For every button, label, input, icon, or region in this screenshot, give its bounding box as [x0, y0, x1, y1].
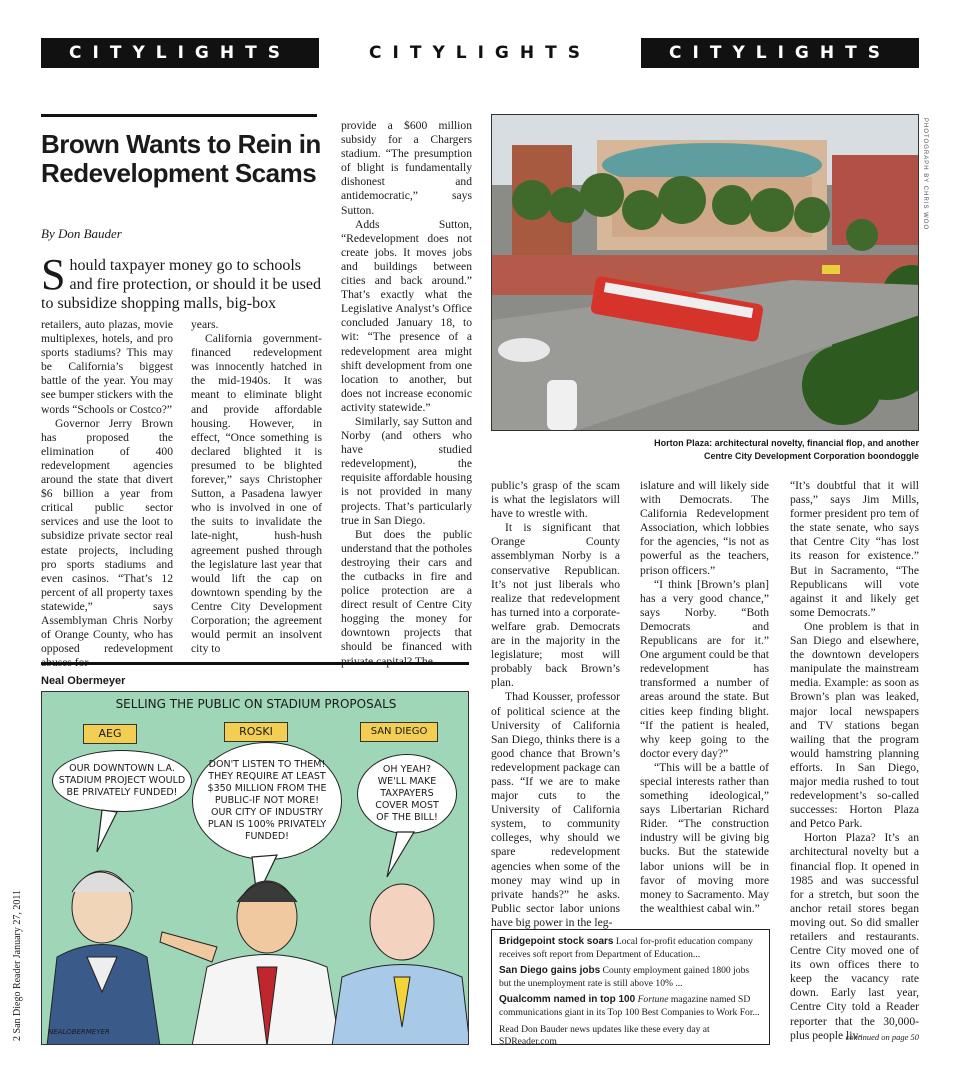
cartoon-label-san-diego: SAN DIEGO [360, 722, 438, 742]
speech-bubble-aeg: OUR DOWNTOWN L.A. STADIUM PROJECT WOULD BE PRIVATELY FUNDED! [52, 750, 192, 812]
news-body-italic: Fortune [637, 994, 669, 1006]
article-lede [41, 250, 325, 313]
banner-right: CITYLIGHTS [641, 38, 919, 68]
paragraph: public’s grasp of the scam is what the legislators will have to wrestle with. [491, 479, 620, 521]
paragraph: “This will be a battle of special interests rather than something ideological,” says Libertarian Richard Rider. “The construction industry will be giving big bucks. But the statewide labor unions will be in favor of moving more money to Sacramento. May the wealthiest cabal win.” [640, 760, 769, 915]
paragraph: islature and will likely side with Democrats. The California Redevelopment Association, which lobbies for the agencies, “is not as powerful as the teachers, prison officers.” [640, 479, 769, 577]
article-column-1 [41, 318, 173, 670]
drop-cap: S [41, 250, 66, 299]
page-folio: 2 San Diego Reader January 27, 2011 [12, 890, 23, 1041]
paragraph: California government-financed redevelopment was innocently hatched in the mid-1940s. It was meant to eliminate blight and provide affordable housing. However, in effect, “Once something is declared blighted it is presumed to be blighted forever,” says Christopher Sutton, a Pasadena lawyer who is involved in one of the suits to invalidate the late-night, hush-hush agreement pushed through the legislature last year that would lift the cap on downtown spending by the Centre City Development Corporation; the agreement would permit an insolvent city to [191, 332, 322, 656]
news-headline: Qualcomm named in top 100 [499, 994, 636, 1006]
caption-line-1: Horton Plaza: architectural novelty, financial flop, and another [654, 438, 919, 448]
article-column-4 [491, 479, 620, 930]
horton-plaza-photo [491, 114, 919, 431]
article-column-3 [341, 119, 472, 669]
speech-bubble-roski: DON'T LISTEN TO THEM! THEY REQUIRE AT LEAST $350 MILLION FROM THE PUBLIC-IF NOT MORE! OUR CITY OF INDUSTRY PLAN IS 100% PRIVATELY FUNDED! [192, 742, 342, 860]
speech-bubble-san-diego: OH YEAH? WE'LL MAKE TAXPAYERS COVER MOST OF THE BILL! [357, 754, 457, 834]
paragraph: But does the public understand that the potholes destroying their cars and the cutbacks in fire and police protection are a direct result of Centre City hogging the money for downtown projects that should be financed with [341, 527, 472, 654]
cartoon-label-roski: ROSKI [224, 722, 288, 742]
cartoon-rule [41, 662, 469, 665]
banner-left: CITYLIGHTS [41, 38, 319, 68]
banner-center: CITYLIGHTS [340, 38, 620, 68]
paragraph: Adds Sutton, “Redevelopment does not create jobs. It moves jobs and buildings between cities and back around.” That’s exactly what the Legislative Analyst’s Office concluded January 18, to wit: “The presence of a redevelopment area might shift development from one location to another, but does not increase economic activity statewide.” [341, 217, 472, 414]
paragraph: Thad Kousser, professor of political science at the University of California San Diego, thinks there is a good chance that Brown’s redevelopment package can pass. “If we are to make major cuts to the University of California system, to community colleges, why should we spare redevelopment agencies when some of the money may wind up in private hands?” he asks. Public sector labor unions have big power in the leg- [491, 690, 620, 929]
news-item [499, 994, 762, 1019]
news-footer[interactable]: Read Don Bauder news updates like these every day at SDReader.com [499, 1023, 710, 1048]
paragraph: Similarly, say Sutton and Norby (and others who have studied redevelopment), the requisite affordable housing is not provided in many projects. That’s particularly true in San Diego. [341, 414, 472, 527]
paragraph: provide a $600 million subsidy for a Chargers stadium. “The presumption of blight is fundamentally dishonest and antidemocratic,” says Sutton. [341, 119, 472, 217]
article-byline: By Don Bauder [41, 226, 122, 241]
paragraph: One problem is that in San Diego and elsewhere, the downtown developers manipulate the mainstream media. Example: as soon as Brown’s plan was leaked, major local newspapers and TV stations began wailing that the program would hamstring planning efforts. In San Diego, major media rushed to tout redevelopment’s so-called successes: Horton Plaza and Petco Park. [790, 619, 919, 831]
news-body: magazine named SD communications giant in its Top 100 Best Companies to Work For... [499, 994, 760, 1018]
news-item [499, 936, 762, 961]
paragraph: “It’s doubtful that it will pass,” says Jim Mills, former president pro tem of the state senate, who says that Centre City “has lost its reason for existence.” But in Sacramento, “The Republicans will vote against it and likely get some Democrats.” [790, 479, 919, 619]
cartoon-artist: Neal Obermeyer [41, 675, 126, 687]
news-headline: San Diego gains jobs [499, 965, 601, 977]
news-updates-box [491, 929, 770, 1048]
paragraph: “I think [Brown’s plan] has a very good chance,” says Norby. “Both Democrats and Republicans are for it.” One argument could be that redevelopment has transformed a number of areas around the state. But cities keep finding blight. “If the patient is healed, why keep going to the doctor every day?” [640, 577, 769, 760]
lede-text: hould taxpayer money go to schools and fire protection, or should it be used to subsidize shopping malls, big-box [41, 257, 321, 312]
paragraph: Governor Jerry Brown has proposed the elimination of 400 redevelopment agencies around the state that divert $6 billion a year from critical public sector services and use the loot to subsidize private sector real estate projects, including pro sports stadiums and even casinos. “That’s 12 percent of all property taxes statewide,” says Assemblyman Chris Norby of Orange County, who has opposed redevelopment [41, 416, 173, 656]
photo-credit: PHOTOGRAPH BY CHRIS WOO [922, 118, 928, 231]
photo-caption [491, 437, 919, 463]
article-column-2 [191, 318, 322, 656]
article-column-6 [790, 479, 919, 1043]
news-headline: Bridgepoint stock soars [499, 936, 614, 947]
news-item [499, 965, 762, 990]
paragraph: Horton Plaza? It’s an architectural novelty but a financial flop. It opened in 1985 and was successful for a stretch, but soon the anchor retail stores began moving out. So did smaller retailers and restaurants. Centre City moved one of its own offices there to keep the vacancy rate down. Early last year, Centre City told a Reader reporter that the 30,000-plus people liv- [790, 831, 919, 1042]
news-body: Local for-profit education company receives soft report from Department of Education... [499, 936, 753, 960]
cartoon-label-aeg: AEG [83, 724, 137, 744]
paragraph: years. [191, 318, 219, 331]
cartoon-signature: NEALOBERMEYER [48, 1028, 110, 1036]
article-headline: Brown Wants to Rein in Redevelopment Scams [41, 129, 321, 188]
caption-line-2: Centre City Development Corporation boondoggle [703, 451, 919, 461]
continued-note: continued on page 50 [845, 1032, 919, 1042]
stadium-cartoon [41, 691, 469, 1045]
news-body: County employment gained 1800 jobs but the unemployment rate is still above 10% ... [499, 965, 750, 989]
article-column-5 [640, 479, 769, 916]
paragraph: It is significant that Orange County assemblyman Norby is a conservative Republican. It’s not just liberals who realize that redevelopment has turned into a corporate-welfare grab. Democrats are in the majority in the legislature; most will probably back Brown’s plan. [491, 521, 620, 690]
paragraph: retailers, auto plazas, movie multiplexes, hotels, and pro sports stadiums? This may be California’s biggest battle of the year. You may see bumper stickers with the words “Schools or Costco?” [41, 318, 174, 416]
headline-rule [41, 114, 317, 117]
cartoon-title: SELLING THE PUBLIC ON STADIUM PROPOSALS [115, 697, 397, 711]
